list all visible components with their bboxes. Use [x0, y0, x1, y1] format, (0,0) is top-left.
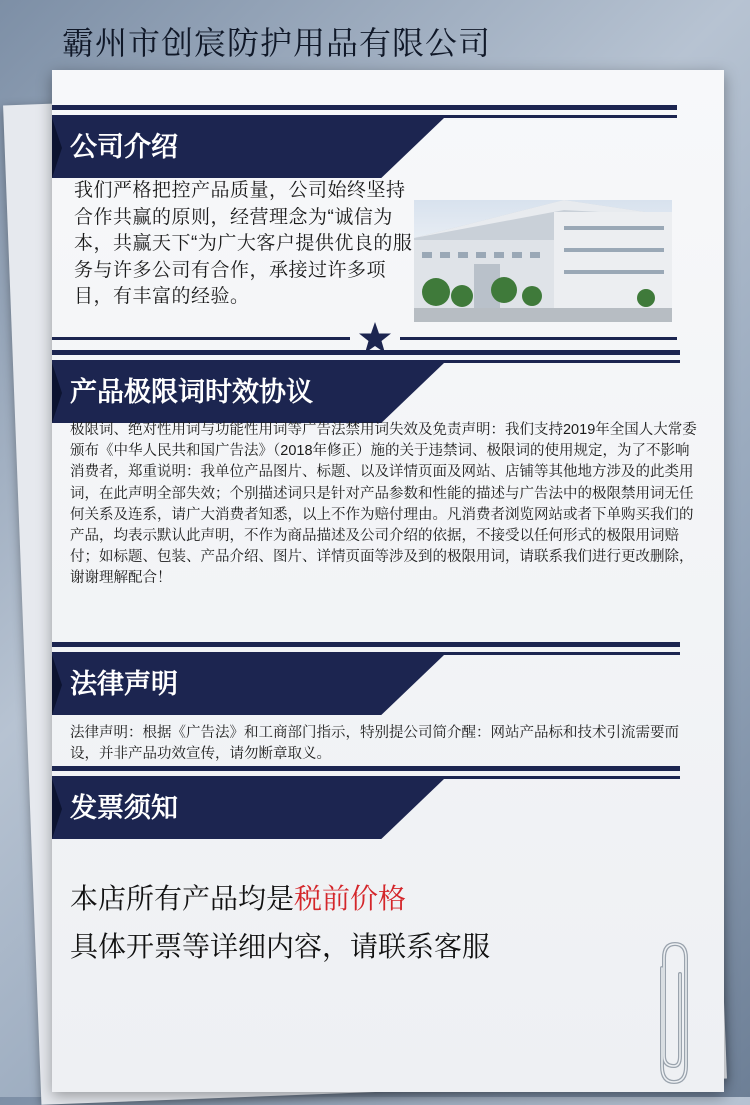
- section-title-banner: [52, 118, 444, 178]
- section-header-agreement: [52, 350, 680, 426]
- section-title: 公司介绍: [70, 132, 178, 163]
- invoice-line-1-prefix: 本店所有产品均是: [70, 883, 295, 914]
- section-title: 法律声明: [70, 669, 178, 700]
- header-stripe: [52, 105, 677, 110]
- paperclip-icon: [648, 938, 698, 1088]
- legal-text: 法律声明：根据《广告法》和工商部门指示，特别提公司简介醒：网站产品标和技术引流需要而设，并非产品功效宣传，请勿断章取义。: [70, 725, 679, 763]
- agreement-text: 极限词、绝对性用词与功能性用词等广告法禁用词失效及免责声明：我们支持2019年全国人大常委颁布《中华人民共和国广告法》（2018年修正）施的关于违禁词、极限词的使用规定，为了不影响消费者，郑重说明：我单位产品图片、标题、以及详情页面及网站、店铺等其他地方涉及的此类用词，在此声明全部失效；个别描述词只是针对产品参数和性能的描述与广告法中的极限禁用词无任何关系及连系，请广大消费者知悉，以上不作为赔付理由。凡消费者浏览网站或者下单购买我们的产品，均表示默认此声明，不作为商品描述及公司介绍的依据，不接受以任何形式的极限用词赔付；如标题、包装、产品介绍、图片、详情页面等涉及到的极限用词，请联系我们进行更改删除，谢谢理解配合！: [70, 422, 697, 587]
- tax-price-highlight: 税前价格: [294, 883, 407, 914]
- section-header-legal: [52, 642, 680, 718]
- paper-sheet: [52, 70, 724, 1092]
- section-header-invoice: [52, 766, 680, 842]
- intro-text: 我们严格把控产品质量，公司始终坚持合作共赢的原则，经营理念为“诚信为本，共赢天下“为广大客户提供优良的服务与许多公司有合作，承接过许多项目，有丰富的经验。: [74, 180, 413, 307]
- invoice-line-2: 具体开票等详细内容，请联系客服: [70, 931, 491, 962]
- company-name: 霸州市创宸防护用品有限公司: [62, 24, 492, 62]
- section-title: 产品极限词时效协议: [70, 377, 313, 408]
- section-title: 发票须知: [70, 793, 178, 824]
- invoice-line-1: [70, 875, 710, 923]
- section-header-intro: [52, 105, 677, 181]
- section-title-banner: [52, 779, 444, 839]
- factory-building-photo: [414, 200, 672, 322]
- invoice-notice: [70, 875, 710, 971]
- section-title-banner: [52, 363, 444, 423]
- section-title-banner: [52, 655, 444, 715]
